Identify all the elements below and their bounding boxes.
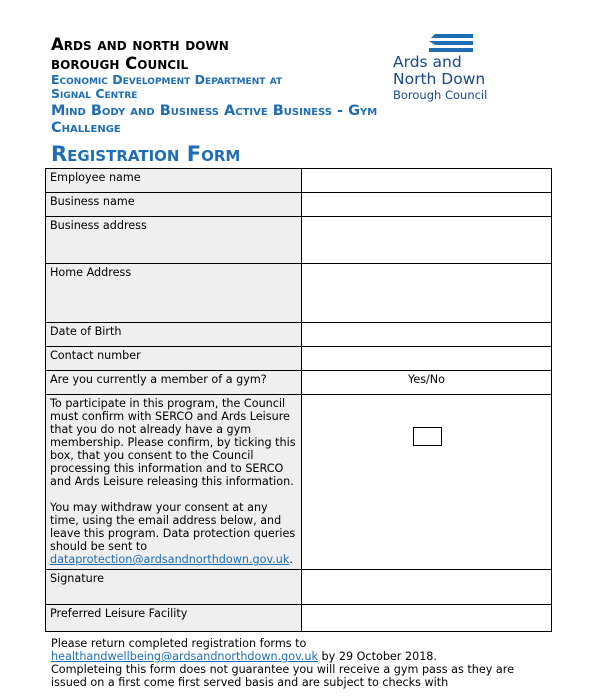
gym-member-field[interactable]: Yes/No [302, 371, 552, 395]
program-name-line2: Challenge [51, 120, 121, 136]
footer-note: Completeing this form does not guarantee you will receive a gym pass as they are issued on a first come first served basis and are subject to checks with [51, 663, 514, 689]
consent-paragraph-1: To participate in this program, the Council must confirm with SERCO and Ards Leisure that you do not already have a gym membership. Please confirm, by ticking this box, that you consent to the Council processing this information and to SERCO and Ards Leisure releasing this information. [50, 397, 296, 488]
employee-name-label: Employee name [46, 169, 302, 193]
date-of-birth-field[interactable] [302, 323, 552, 347]
contact-number-field[interactable] [302, 347, 552, 371]
table-row [46, 264, 552, 323]
business-address-label: Business address [46, 217, 302, 264]
program-name-line1: Mind Body and Business Active Business - Gym [51, 103, 378, 119]
footer-line2 [51, 650, 551, 663]
business-address-field[interactable] [302, 217, 552, 264]
table-row [46, 347, 552, 371]
consent-text [46, 395, 302, 570]
consent-checkbox-cell [302, 395, 552, 570]
footer-deadline: by 29 October 2018. [318, 650, 437, 663]
footer-line1: Please return completed registration forms to [51, 637, 307, 650]
table-row [46, 323, 552, 347]
signature-field[interactable] [302, 570, 552, 605]
leisure-facility-label: Preferred Leisure Facility [46, 605, 302, 632]
department-name [51, 73, 371, 101]
consent-paragraph-2 [50, 501, 297, 566]
logo-line3: Borough Council [393, 88, 488, 102]
business-name-label: Business name [46, 193, 302, 217]
table-row [46, 570, 552, 605]
employee-name-field[interactable] [302, 169, 552, 193]
signature-label: Signature [46, 570, 302, 605]
table-row [46, 217, 552, 264]
table-row [46, 193, 552, 217]
table-row [46, 605, 552, 632]
table-row [46, 371, 552, 395]
organisation-name [51, 35, 351, 73]
department-name-line1: Economic Development Department at [51, 72, 283, 87]
gym-member-label: Are you currently a member of a gym? [46, 371, 302, 395]
organisation-name-line2: borough Council [51, 54, 189, 73]
logo-line1: Ards and [393, 53, 462, 71]
program-name [51, 103, 551, 137]
organisation-name-line1: Ards and north down [51, 35, 229, 54]
logo-line2: North Down [393, 70, 486, 88]
contact-number-label: Contact number [46, 347, 302, 371]
date-of-birth-label: Date of Birth [46, 323, 302, 347]
registration-table [45, 168, 552, 632]
home-address-field[interactable] [302, 264, 552, 323]
footer-text [51, 637, 551, 689]
form-title: Registration Form [51, 142, 241, 166]
healthandwellbeing-email-link[interactable]: healthandwellbeing@ardsandnorthdown.gov.uk [51, 650, 318, 663]
leisure-facility-field[interactable] [302, 605, 552, 632]
business-name-field[interactable] [302, 193, 552, 217]
consent-paragraph-2-text: You may withdraw your consent at any time, using the email address below, and leave this program. Data protection queries should be sent to [50, 501, 296, 553]
home-address-label: Home Address [46, 264, 302, 323]
consent-period: . [289, 553, 293, 566]
table-row [46, 169, 552, 193]
consent-checkbox[interactable] [413, 427, 442, 446]
dataprotection-email-link[interactable]: dataprotection@ardsandnorthdown.gov.uk [50, 553, 290, 566]
council-logo [388, 34, 518, 106]
department-name-line2: Signal Centre [51, 86, 138, 101]
table-row [46, 395, 552, 570]
logo-bars-icon [429, 34, 474, 52]
